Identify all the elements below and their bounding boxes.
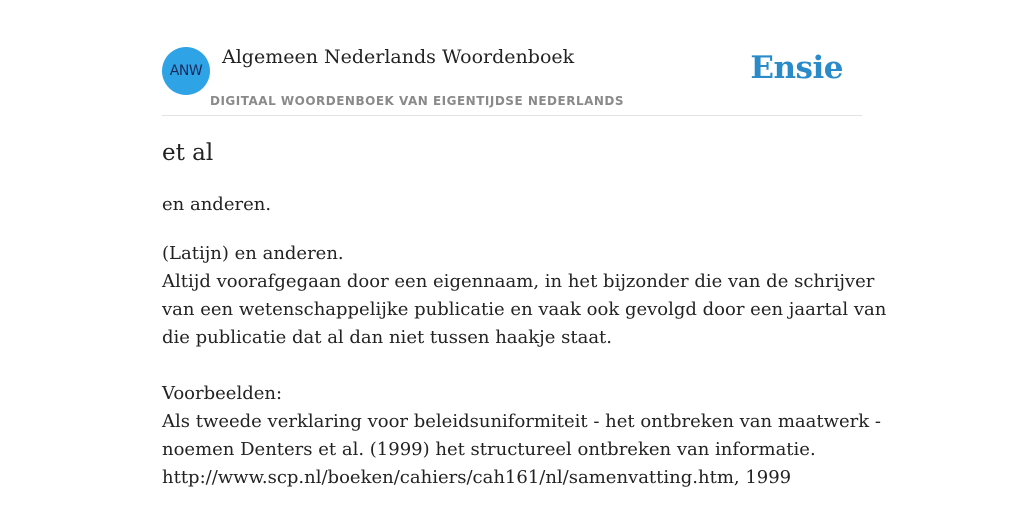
logo-text: ANW — [169, 63, 203, 79]
source-header — [162, 0, 862, 116]
example-source: http://www.scp.nl/boeken/cahiers/cah161/nl/samenvatting.htm, 1999 — [162, 467, 792, 488]
paragraph-spacer — [162, 352, 862, 380]
ensie-brand-logo[interactable]: Ensie — [750, 50, 843, 86]
entry-term: et al — [162, 140, 214, 166]
short-definition: en anderen. — [162, 194, 272, 215]
anw-logo[interactable] — [162, 47, 210, 95]
body-line: die publicatie dat al dan niet tussen haakje staat. — [162, 327, 612, 348]
body-line: (Latijn) en anderen. — [162, 243, 344, 264]
definition-card — [162, 0, 887, 488]
body-line: van een wetenschappelijke publicatie en vaak ook gevolgd door een jaartal van — [162, 299, 887, 320]
example-line: Als tweede verklaring voor beleidsuniformiteit - het ontbreken van maatwerk - — [162, 411, 881, 432]
examples-heading: Voorbeelden: — [162, 383, 283, 404]
source-subtitle: DIGITAAL WOORDENBOEK VAN EIGENTIJDSE NEDERLANDS — [210, 94, 625, 108]
definition-body — [162, 240, 887, 492]
source-title[interactable]: Algemeen Nederlands Woordenboek — [222, 46, 575, 68]
body-line: Altijd voorafgegaan door een eigennaam, in het bijzonder die van de schrijver — [162, 271, 875, 292]
example-line: noemen Denters et al. (1999) het structureel ontbreken van informatie. — [162, 439, 816, 460]
